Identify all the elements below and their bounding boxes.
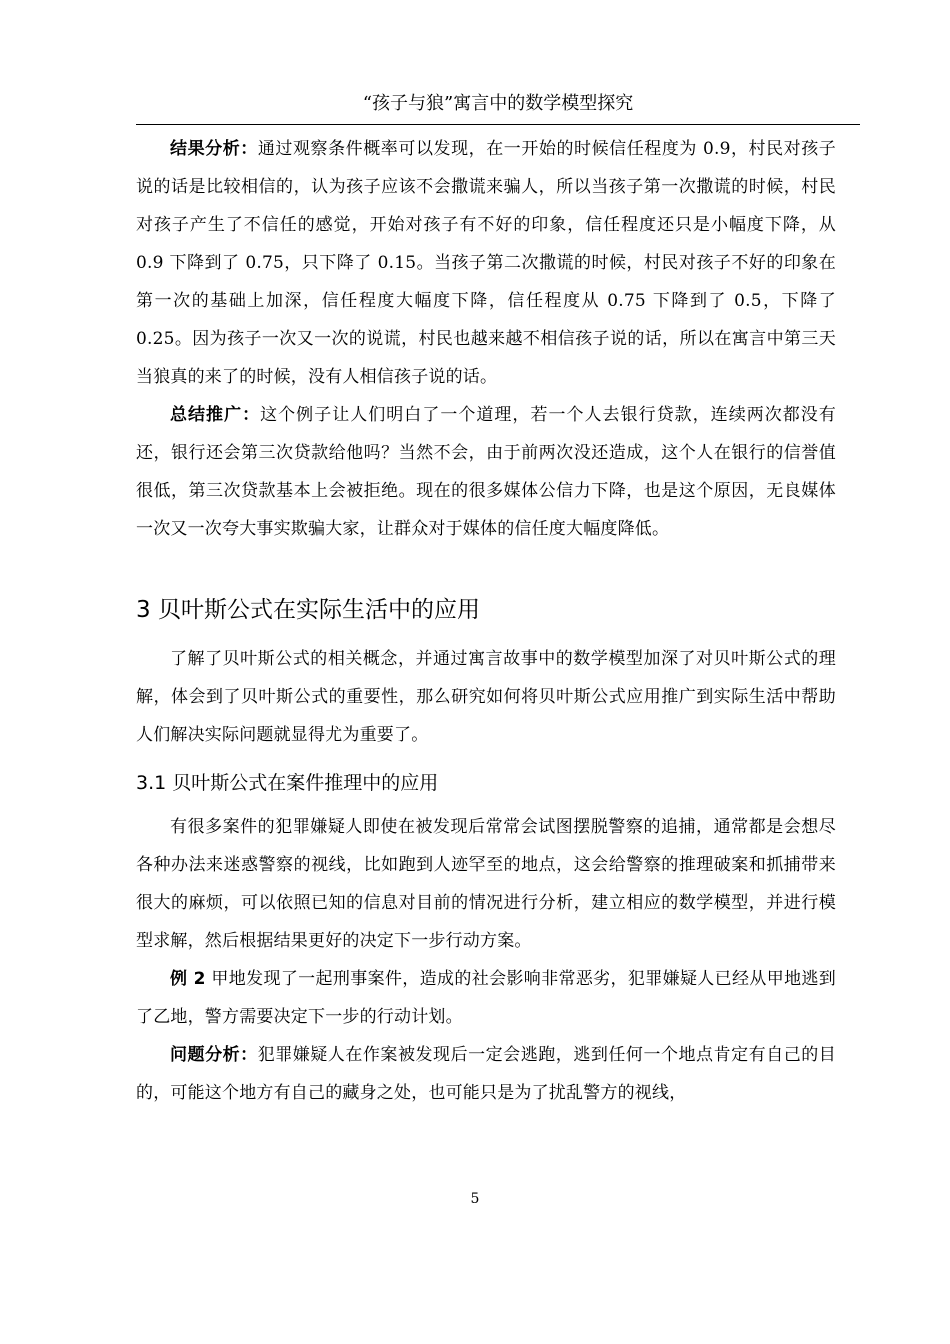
paragraph-text: 了解了贝叶斯公式的相关概念，并通过寓言故事中的数学模型加深了对贝叶斯公式的理解，体会到了贝叶斯公式的重要性，那么研究如何将贝叶斯公式应用推广到实际生活中帮助人们解决实际问题就显得尤为重要了。 — [136, 649, 836, 745]
paragraph-lead: 结果分析： — [170, 139, 258, 159]
subsection-heading: 3.1 贝叶斯公式在案件推理中的应用 — [136, 772, 439, 794]
paragraph-text: 有很多案件的犯罪嫌疑人即使在被发现后常常会试图摆脱警察的追捕，通常都是会想尽各种办法来迷惑警察的视线，比如跑到人迹罕至的地点，这会给警察的推理破案和抓捕带来很大的麻烦，可以依照已知的信息对目前的情况进行分析，建立相应的数学模型，并进行模型求解，然后根据结果更好的决定下一步行动方案。 — [136, 817, 836, 951]
paragraph-text: 甲地发现了一起刑事案件，造成的社会影响非常恶劣，犯罪嫌疑人已经从甲地逃到了乙地，警方需要决定下一步的行动计划。 — [136, 969, 836, 1027]
paragraph-lead: 问题分析： — [170, 1045, 258, 1065]
page-number: 5 — [470, 1191, 480, 1207]
header-rule — [136, 124, 860, 125]
paragraph-text: 通过观察条件概率可以发现，在一开始的时候信任程度为 0.9，村民对孩子说的话是比较相信的，认为孩子应该不会撒谎来骗人，所以当孩子第一次撒谎的时候，村民对孩子产生了不信任的感觉，开始对孩子有不好的印象，信任程度还只是小幅度下降，从 0.9 下降到了 0.75，只下降了 0.15。当孩子第二次撒谎的时候，村民对孩子不好的印象在第一次的基础上加深，信任程度大幅度下降，信任程度从 0.75 下降到了 0.5，下降了 0.25。因为孩子一次又一次的说谎，村民也越来越不相信孩子说的话，所以在寓言中第三天当狼真的来了的时候，没有人相信孩子说的话。 — [136, 139, 836, 387]
paragraph-lead: 例 2 — [170, 969, 206, 989]
paragraph-text: 犯罪嫌疑人在作案被发现后一定会逃跑，逃到任何一个地点肯定有自己的目的，可能这个地方有自己的藏身之处，也可能只是为了扰乱警方的视线， — [136, 1045, 837, 1103]
section-heading: 3 贝叶斯公式在实际生活中的应用 — [136, 597, 480, 623]
paragraph-summary — [136, 396, 836, 548]
document-body — [136, 130, 836, 1112]
paragraph-example — [136, 960, 836, 1036]
paragraph-case-intro — [136, 808, 836, 960]
paragraph-result-analysis — [136, 130, 836, 396]
paragraph-problem-analysis — [136, 1036, 836, 1112]
paragraph-section-intro — [136, 640, 836, 754]
page-header-title: “孩子与狼”寓言中的数学模型探究 — [362, 93, 634, 114]
paragraph-lead: 总结推广： — [170, 405, 261, 425]
paragraph-text: 这个例子让人们明白了一个道理，若一个人去银行贷款，连续两次都没有还，银行还会第三次贷款给他吗？当然不会，由于前两次没还造成，这个人在银行的信誉值很低，第三次贷款基本上会被拒绝。现在的很多媒体公信力下降，也是这个原因，无良媒体一次又一次夸大事实欺骗大家，让群众对于媒体的信任度大幅度降低。 — [136, 405, 837, 539]
